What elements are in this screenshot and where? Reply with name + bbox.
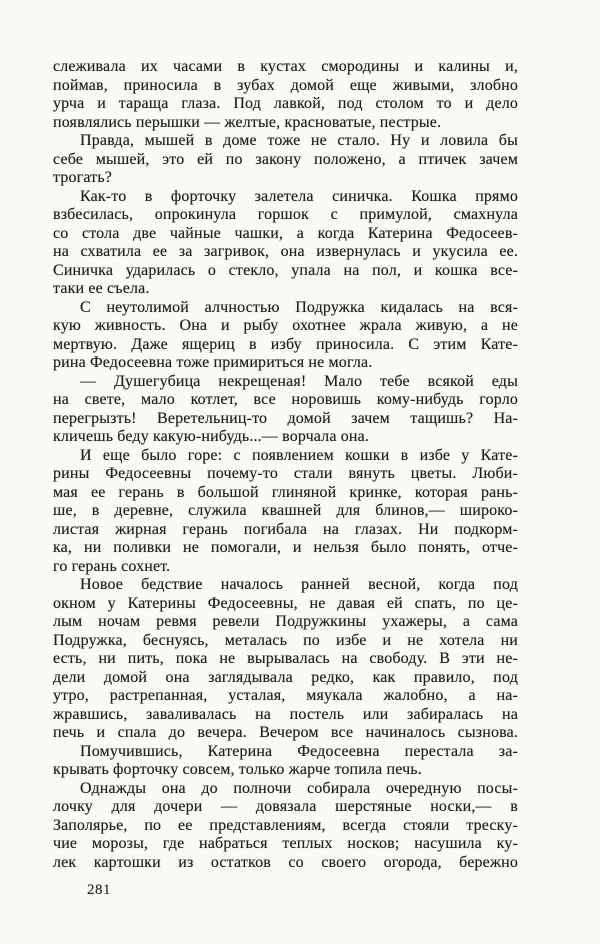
text-line: появлялись перышки — желтые, красноватые, пестрые.: [53, 113, 442, 131]
text-line: дели домой она заглядывала редко, как правило, под: [53, 668, 518, 686]
text-line: лек картошки из остатков со своего огорода, бережно: [53, 853, 518, 871]
paragraph: [53, 373, 518, 447]
text-line: — Душегубица некрещеная! Мало тебе всякой еды: [80, 372, 518, 390]
text-line: Синичка ударилась о стекло, упала на пол, и кошка все-: [53, 261, 518, 279]
paragraph: [53, 576, 518, 743]
text-line: лочку для дочери — довязала шерстяные носки,— в: [53, 798, 518, 815]
paragraph: [53, 188, 518, 299]
text-line: печь и спала до вечера. Вечером все начиналось сызнова.: [53, 724, 518, 741]
text-line: С неутолимой алчностью Подружка кидалась на вся-: [80, 298, 518, 316]
text-line: кличешь беду какую-нибудь...— ворчала она.: [53, 428, 369, 445]
text-line: кую живность. Она и рыбу охотнее жрала живую, а не: [53, 317, 518, 334]
text-line: таки ее съела.: [53, 280, 150, 297]
text-line: И еще было горе: с появлением кошки в избе у Кате-: [80, 446, 518, 464]
text-line: го герань сохнет.: [53, 557, 171, 575]
text-line: листая жирная герань погибала на глазах. Ни подкорм-: [53, 520, 518, 538]
text-line: Помучившись, Катерина Федосеевна перестала за-: [80, 742, 518, 760]
text-line: крывать форточку совсем, только жарче топила печь.: [53, 761, 422, 778]
text-line: трогать?: [53, 169, 113, 186]
text-line: урча и тараща глаза. Под лавкой, под столом то и дело: [53, 95, 518, 112]
text-line: жравшись, заваливалась на постель или забиралась на: [53, 705, 518, 723]
text-line: ше, в деревне, служила квашней для блинов,— широко-: [53, 502, 518, 519]
text-line: Однажды она до полночи собирала очередную посы-: [80, 779, 518, 797]
paragraph: [53, 299, 518, 373]
text-block: [53, 58, 518, 872]
text-line: чие морозы, где набраться теплых носков; насушила ку-: [53, 835, 518, 852]
paragraph: [53, 132, 518, 188]
text-line: слеживала их часами в кустах смородины и калины и,: [53, 58, 518, 75]
text-line: рина Федосеевна тоже примириться не могла.: [53, 354, 373, 371]
paragraph: [53, 58, 518, 132]
text-line: утро, растрепанная, усталая, мяукала жалобно, а на-: [53, 687, 518, 704]
page-number: 281: [87, 882, 111, 898]
paragraph: [53, 743, 518, 780]
text-line: на свете, мало котлет, все норовишь кому-нибудь горло: [53, 391, 518, 408]
text-line: Заполярье, по ее представлениям, всегда стояли треску-: [53, 816, 518, 834]
text-line: перегрызть! Веретельниц-то домой зачем тащишь? На-: [53, 409, 518, 427]
text-line: окном у Катерины Федосеевны, не давая ей спать, по це-: [53, 594, 518, 612]
text-line: мертвую. Даже ящериц в избу приносила. С этим Кате-: [53, 335, 518, 353]
text-line: поймав, приносила в зубах домой еще живыми, злобно: [53, 76, 518, 94]
text-line: мая ее герань в большой глиняной кринке, которая рань-: [53, 483, 518, 501]
text-line: на схватила ее за загривок, она извернулась и укусила ее.: [53, 243, 518, 260]
text-line: взбесилась, опрокинула горшок с примулой, смахнула: [53, 206, 518, 223]
text-line: есть, ни пить, пока не вырывалась на свободу. В эти не-: [53, 650, 518, 667]
text-line: Правда, мышей в доме тоже не стало. Ну и ловила бы: [80, 132, 518, 149]
text-line: Как-то в форточку залетела синичка. Кошка прямо: [80, 187, 518, 205]
text-line: лым ночам ревмя ревели Подружкины ухажеры, а сама: [53, 613, 518, 630]
text-line: ка, ни поливки не помогали, и нельзя было понять, отче-: [53, 539, 518, 556]
paragraph: [53, 447, 518, 577]
text-line: Новое бедствие началось ранней весной, когда под: [80, 576, 518, 593]
paragraph: [53, 780, 518, 873]
text-line: себе мышей, это ей по закону положено, а птичек зачем: [53, 150, 518, 168]
text-line: Подружка, беснуясь, металась по избе и не хотела ни: [53, 631, 518, 649]
text-line: со стола две чайные чашки, а когда Катерина Федосеев-: [53, 224, 518, 242]
text-line: рины Федосеевны почему-то стали вянуть цветы. Люби-: [53, 465, 518, 482]
